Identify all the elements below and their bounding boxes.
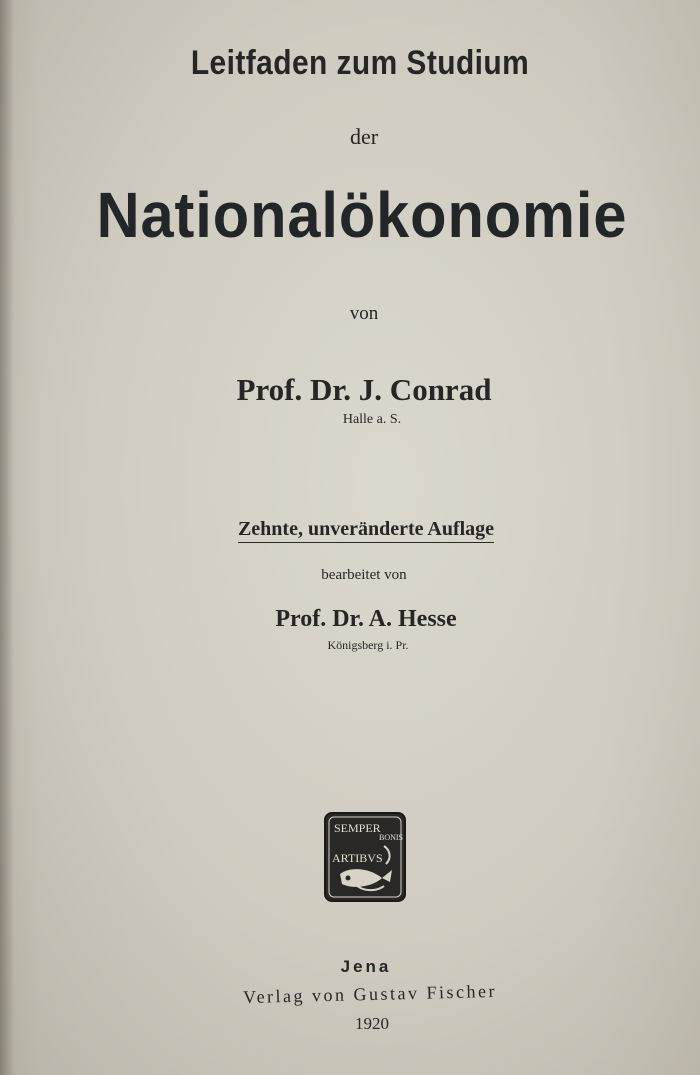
edited-by-text: bearbeitet von — [321, 567, 407, 583]
svg-text:SEMPER: SEMPER — [334, 821, 381, 835]
editor-place: Königsberg i. Pr. — [327, 638, 409, 652]
publisher-name: Verlag von Gustav Fischer — [242, 980, 498, 1008]
main-title: Nationalökonomie — [96, 179, 628, 251]
edition-text: Zehnte, unveränderte Auflage — [238, 518, 494, 543]
connector-text: der — [349, 124, 379, 149]
edition-statement — [16, 518, 700, 541]
publication-year: 1920 — [355, 1014, 389, 1033]
author-place: Halle a. S. — [342, 412, 402, 427]
svg-text:BONIS: BONIS — [379, 833, 404, 842]
publication-city: Jena — [340, 957, 392, 976]
by-text: von — [349, 303, 379, 324]
author-name: Prof. Dr. J. Conrad — [236, 372, 492, 407]
svg-text:ARTIBVS: ARTIBVS — [332, 851, 383, 865]
binding-shadow — [0, 0, 14, 1075]
series-title: Leitfaden zum Studium — [190, 44, 530, 82]
publisher-emblem-icon — [324, 812, 406, 902]
editor-name: Prof. Dr. A. Hesse — [275, 606, 457, 632]
